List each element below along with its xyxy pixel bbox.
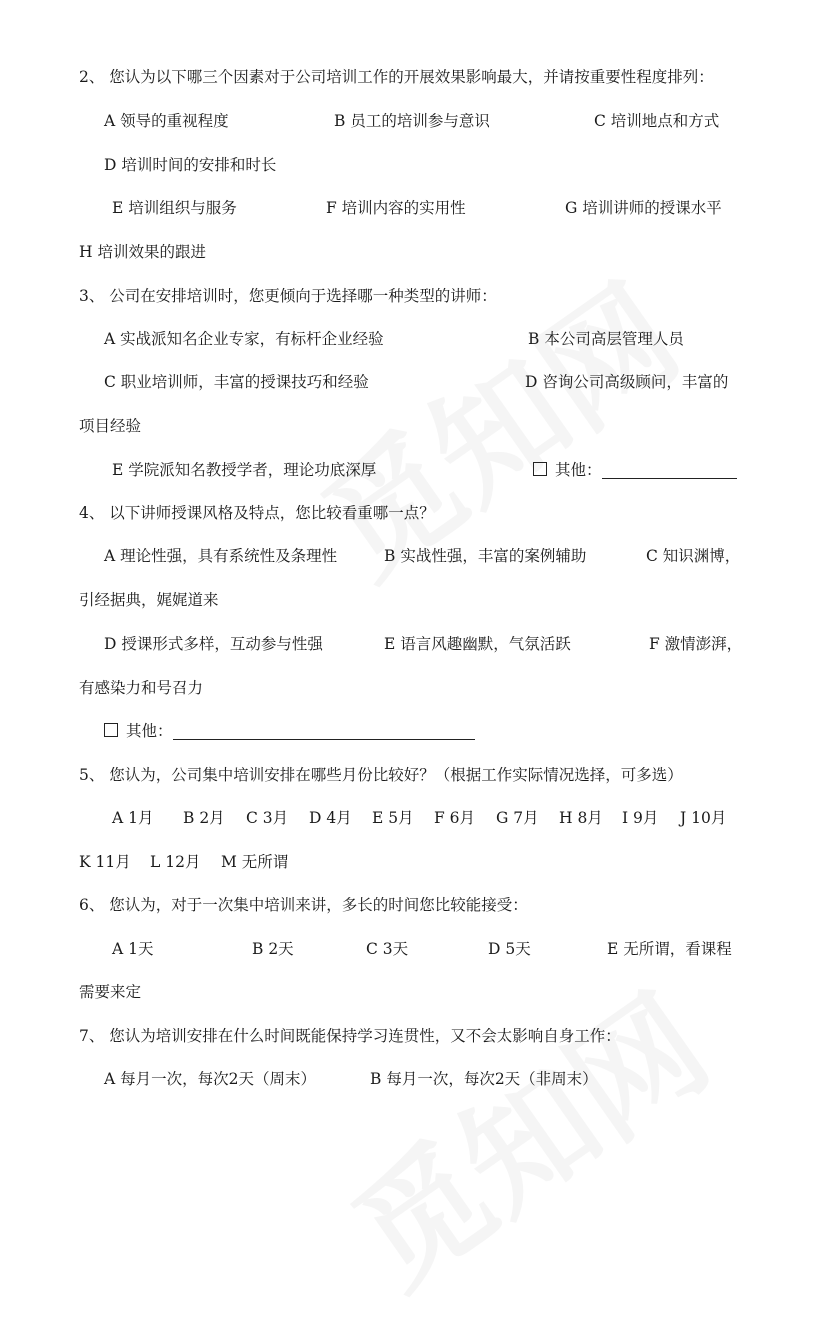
q2-option-c: C 培训地点和方式 — [594, 112, 720, 130]
q4-other-checkbox[interactable] — [104, 723, 118, 737]
q3-other-blank[interactable] — [602, 462, 737, 479]
q5-month-3: C 3月 — [246, 809, 289, 827]
q6-option-d: D 5天 — [488, 940, 531, 958]
q2-title: 2、 您认为以下哪三个因素对于公司培训工作的开展效果影响最大，并请按重要性程度排列： — [79, 68, 714, 86]
q6-option-a: A 1天 — [112, 940, 154, 958]
q5-month-1: A 1月 — [112, 809, 154, 827]
q3-other-checkbox[interactable] — [533, 462, 547, 476]
q7-option-b: B 每月一次，每次2天（非周末） — [370, 1070, 598, 1088]
q5-option-m: M 无所谓 — [221, 853, 289, 871]
q7-title: 7、 您认为培训安排在什么时间既能保持学习连贯性，又不会太影响自身工作： — [79, 1027, 621, 1045]
q6-option-b: B 2天 — [252, 940, 294, 958]
q2-option-g: G 培训讲师的授课水平 — [565, 199, 722, 217]
q6-title: 6、 您认为，对于一次集中培训来讲，多长的时间您比较能接受： — [79, 896, 528, 914]
q4-option-e: E 语言风趣幽默，气氛活跃 — [384, 635, 571, 653]
q4-title: 4、 以下讲师授课风格及特点，您比较看重哪一点？ — [79, 504, 435, 522]
q3-title: 3、 公司在安排培训时，您更倾向于选择哪一种类型的讲师： — [79, 287, 497, 305]
q2-option-e: E 培训组织与服务 — [112, 199, 237, 217]
q5-month-8: H 8月 — [559, 809, 603, 827]
q3-option-d: D 咨询公司高级顾问，丰富的 — [525, 373, 729, 391]
q4-option-f: F 激情澎湃， — [649, 635, 743, 653]
q5-month-10: J 10月 — [680, 809, 727, 827]
q6-option-e-cont: 需要来定 — [79, 983, 142, 1001]
q5-month-6: F 6月 — [434, 809, 476, 827]
q4-other — [104, 721, 475, 741]
q6-option-c: C 3天 — [366, 940, 409, 958]
q5-month-4: D 4月 — [309, 809, 352, 827]
q6-option-e: E 无所谓，看课程 — [607, 940, 732, 958]
q7-option-a: A 每月一次，每次2天（周末） — [104, 1070, 316, 1088]
q4-option-c-cont: 引经据典，娓娓道来 — [79, 591, 219, 609]
q2-option-b: B 员工的培训参与意识 — [334, 112, 490, 130]
q4-other-blank[interactable] — [173, 723, 475, 740]
q5-month-9: I 9月 — [622, 809, 659, 827]
q3-other-label: 其他： — [555, 461, 602, 479]
q3-option-a: A 实战派知名企业专家，有标杆企业经验 — [104, 330, 384, 348]
q2-option-f: F 培训内容的实用性 — [326, 199, 466, 217]
q3-option-b: B 本公司高层管理人员 — [528, 330, 684, 348]
q2-option-h: H 培训效果的跟进 — [79, 243, 206, 261]
q3-option-e: E 学院派知名教授学者，理论功底深厚 — [112, 461, 377, 479]
q4-option-c: C 知识渊博， — [646, 547, 741, 565]
q4-option-b: B 实战性强，丰富的案例辅助 — [384, 547, 587, 565]
watermark-bottom — [312, 945, 739, 1322]
q4-option-f-cont: 有感染力和号召力 — [79, 679, 204, 697]
q3-option-d-cont: 项目经验 — [79, 417, 142, 435]
q5-title: 5、 您认为，公司集中培训安排在哪些月份比较好？（根据工作实际情况选择，可多选） — [79, 766, 683, 784]
q5-month-12: L 12月 — [150, 853, 201, 871]
q5-month-2: B 2月 — [183, 809, 225, 827]
q2-option-d: D 培训时间的安排和时长 — [104, 156, 277, 174]
q3-other — [533, 460, 737, 480]
q4-other-label: 其他： — [126, 722, 173, 740]
q4-option-a: A 理论性强，具有系统性及条理性 — [104, 547, 338, 565]
q5-month-11: K 11月 — [79, 853, 131, 871]
q4-option-d: D 授课形式多样，互动参与性强 — [104, 635, 323, 653]
q3-option-c: C 职业培训师，丰富的授课技巧和经验 — [104, 373, 369, 391]
q5-month-5: E 5月 — [372, 809, 414, 827]
q2-option-a: A 领导的重视程度 — [104, 112, 229, 130]
q5-month-7: G 7月 — [496, 809, 539, 827]
